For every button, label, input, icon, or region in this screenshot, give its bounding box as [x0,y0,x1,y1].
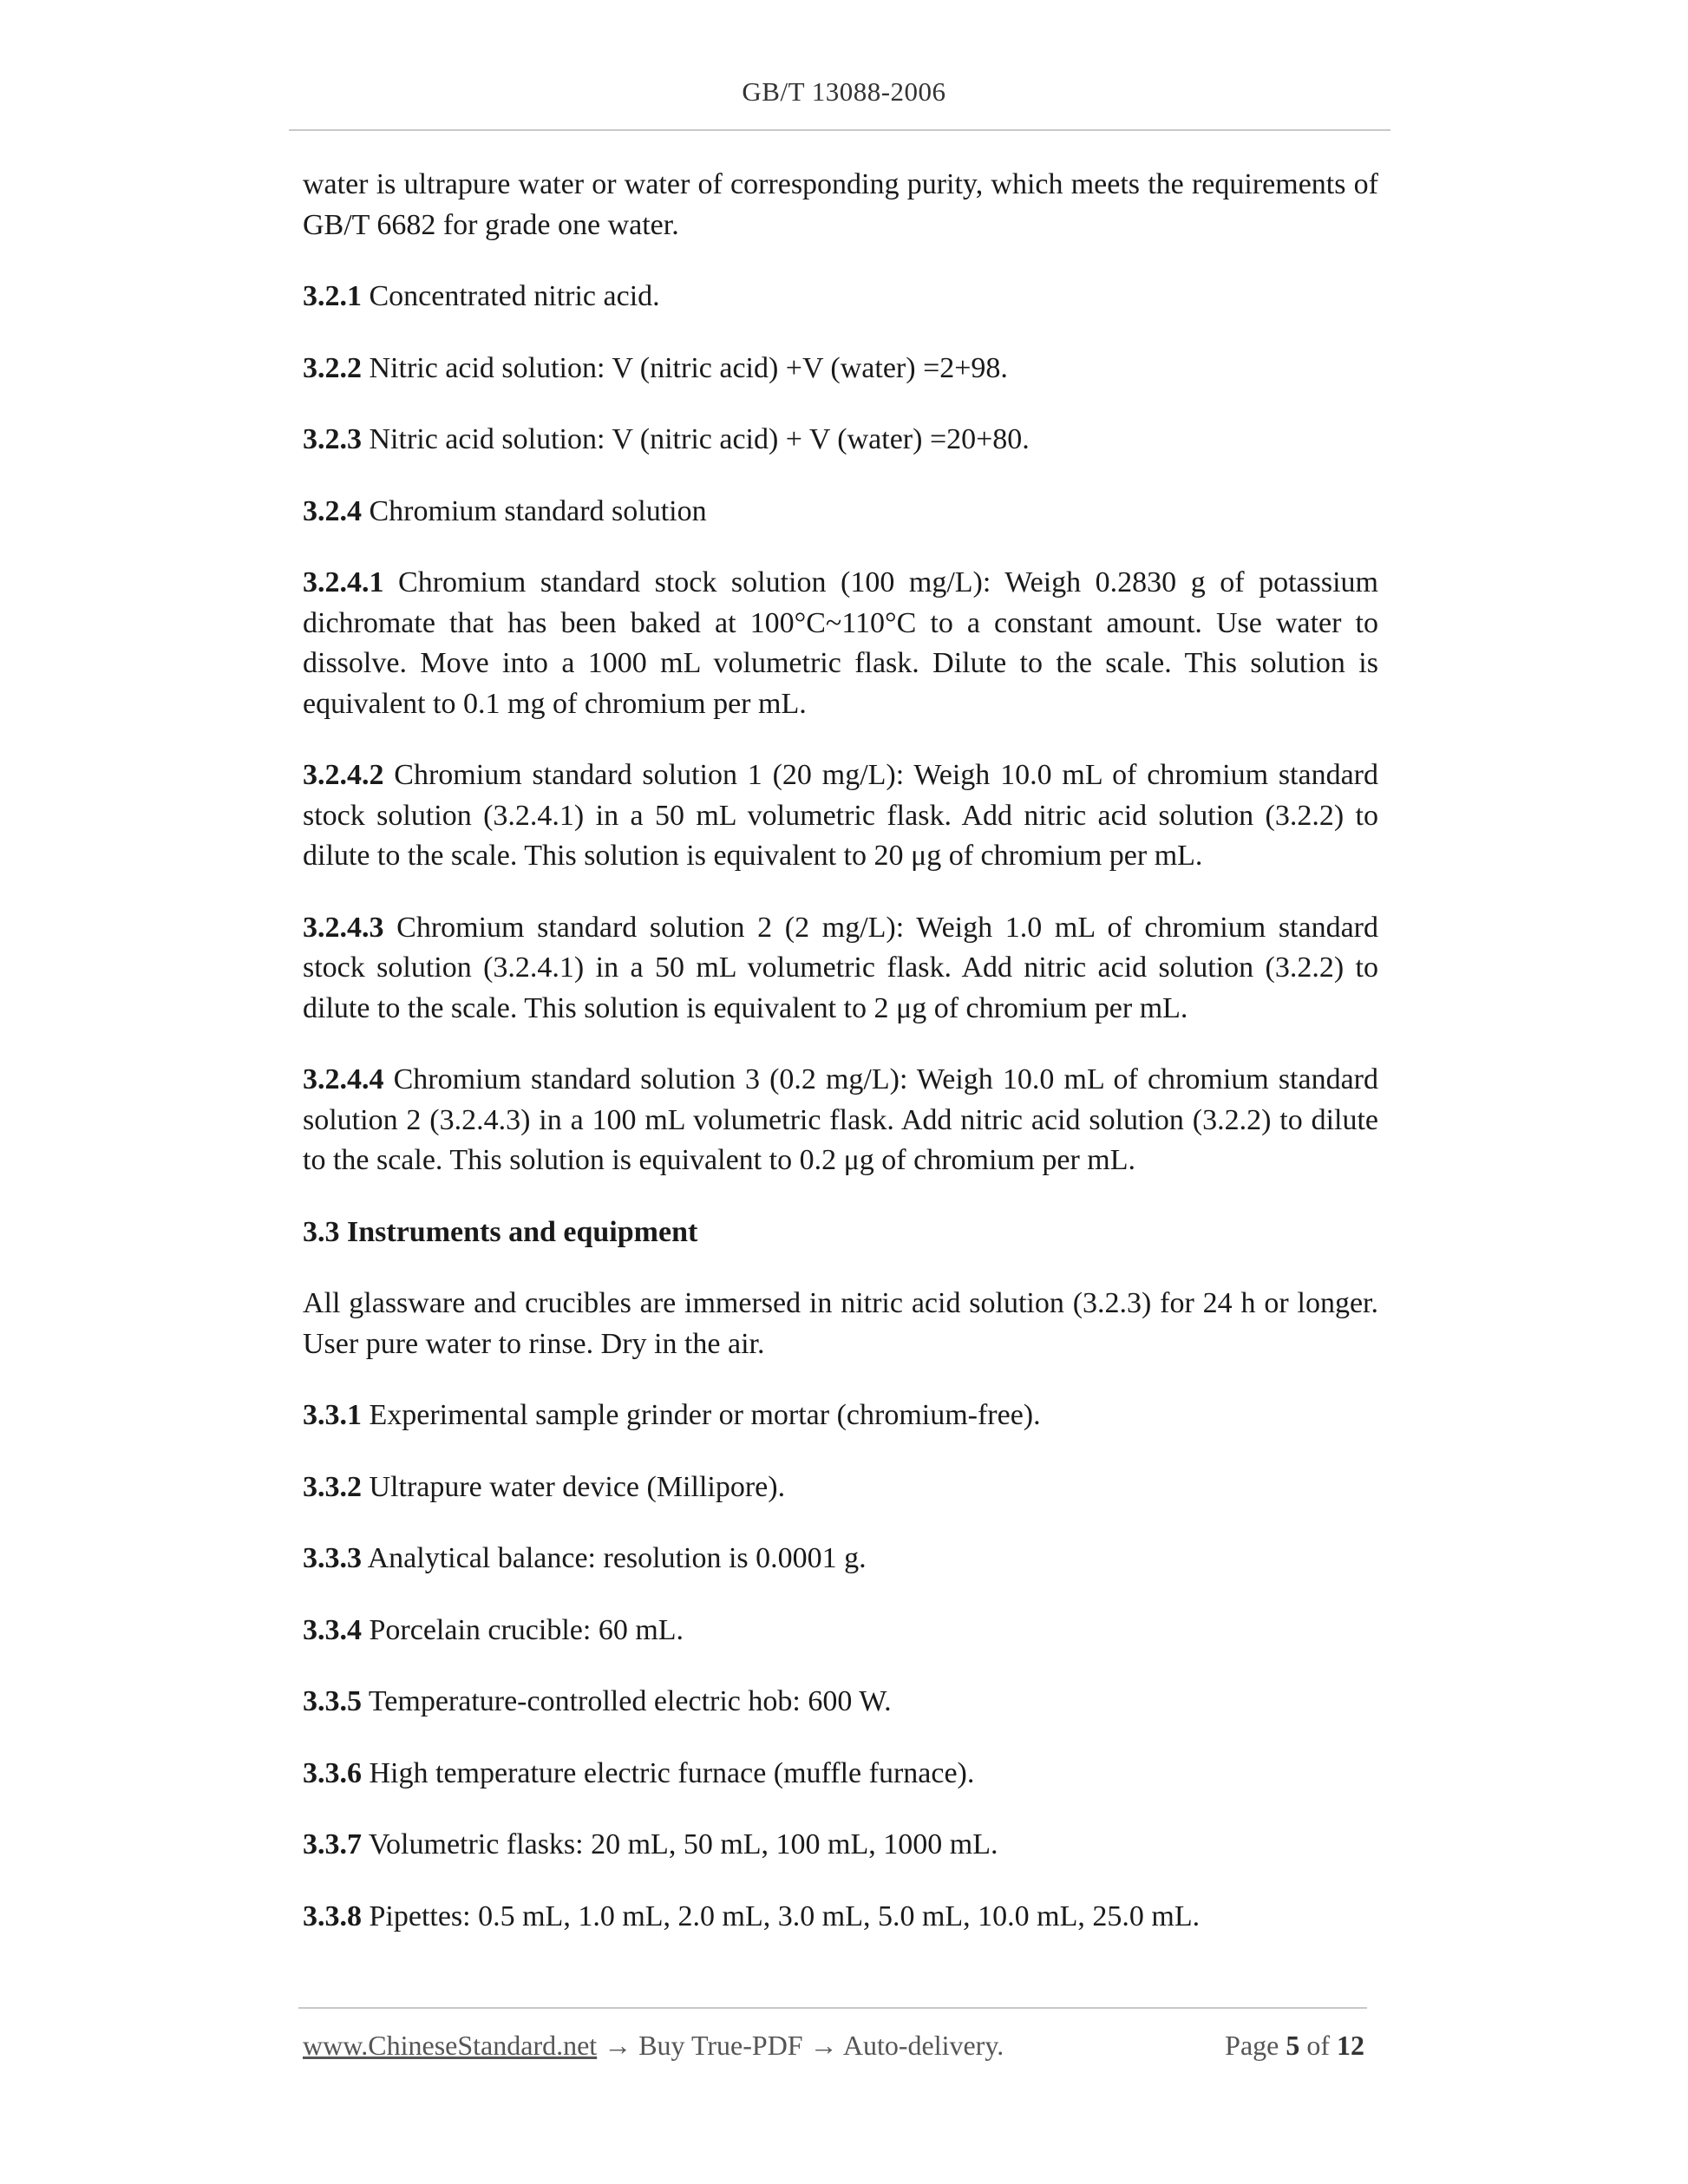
clause-number: 3.2.4.4 [303,1063,384,1095]
clause-3-3-3 [303,1539,1378,1579]
clause-3-3-6 [303,1754,1378,1795]
footer-divider [298,2007,1367,2009]
clause-number: 3.3.2 [303,1470,362,1503]
buy-pdf-link: Buy True-PDF [638,2030,803,2061]
clause-number: 3.2.4.1 [303,566,384,598]
clause-number: 3.2.1 [303,280,362,312]
clause-text: Chromium standard solution 3 (0.2 mg/L): Weigh 10.0 mL of chromium standard solution 2 (3.2.4.3) in a 100 mL volumetric flask. Add nitric acid solution (3.2.2) to dilute to the scale. This solution is equivalent to 0.2 μg of chromium per mL. [303,1063,1378,1176]
arrow-icon: → [802,2030,843,2061]
page-indicator [1225,2030,1364,2062]
clause-text: Temperature-controlled electric hob: 600 W. [362,1685,892,1717]
clause-number: 3.2.2 [303,351,362,384]
clause-3-3-2 [303,1468,1378,1508]
paragraph-water-note [303,165,1378,245]
clause-number: 3.2.4 [303,494,362,527]
paragraph-text: All glassware and crucibles are immersed in nitric acid solution (3.2.3) for 24 h or longer. User pure water to rinse. Dry in the air. [303,1287,1378,1360]
clause-3-2-2 [303,349,1378,389]
clause-number: 3.3.6 [303,1756,362,1789]
clause-3-2-4-3 [303,908,1378,1030]
page-current: 5 [1286,2030,1300,2061]
clause-text: Chromium standard solution 2 (2 mg/L): Weigh 1.0 mL of chromium standard stock solution (3.2.4.1) in a 50 mL volumetric flask. Add nitric acid solution (3.2.2) to dilute to the scale. This solution is equivalent to 2 μg of chromium per mL. [303,911,1378,1024]
clause-text: High temperature electric furnace (muffle furnace). [362,1756,975,1789]
page-label: Page [1225,2030,1279,2061]
footer-links [303,2030,1004,2062]
clause-text: Nitric acid solution: V (nitric acid) + V (water) =20+80. [362,423,1030,455]
paragraph-glassware-note [303,1284,1378,1364]
clause-number: 3.2.3 [303,423,362,455]
clause-3-2-4-2 [303,755,1378,877]
clause-3-3-5 [303,1682,1378,1723]
clause-text: Concentrated nitric acid. [362,280,660,312]
clause-number: 3.3.4 [303,1613,362,1646]
page-of-label: of [1306,2030,1330,2061]
clause-3-2-3 [303,420,1378,461]
clause-text: Chromium standard stock solution (100 mg/L): Weigh 0.2830 g of potassium dichromate that has been baked at 100°C~110°C to a constant amount. Use water to dissolve. Move into a 1000 mL volumetric flask. Dilute to the scale. This solution is equivalent to 0.1 mg of chromium per mL. [303,566,1378,720]
clause-3-3-8 [303,1897,1378,1938]
paragraph-text: water is ultrapure water or water of corresponding purity, which meets the requirements of GB/T 6682 for grade one water. [303,168,1378,241]
site-link[interactable]: www.ChineseStandard.net [303,2030,598,2061]
clause-3-2-4-4 [303,1060,1378,1181]
clause-text: Volumetric flasks: 20 mL, 50 mL, 100 mL, 1000 mL. [362,1828,998,1860]
clause-3-2-4 [303,492,1378,533]
section-heading-text: 3.3 Instruments and equipment [303,1215,698,1248]
arrow-icon: → [597,2030,639,2061]
clause-text: Analytical balance: resolution is 0.0001 g. [362,1542,867,1574]
document-body [303,165,1378,1968]
clause-number: 3.3.3 [303,1542,362,1574]
clause-number: 3.2.4.3 [303,911,384,944]
clause-text: Porcelain crucible: 60 mL. [362,1613,684,1646]
clause-3-2-4-1 [303,563,1378,724]
clause-number: 3.3.1 [303,1399,362,1431]
clause-3-2-1 [303,277,1378,317]
clause-text: Pipettes: 0.5 mL, 1.0 mL, 2.0 mL, 3.0 mL, 5.0 mL, 10.0 mL, 25.0 mL. [362,1900,1201,1932]
header-divider [289,129,1390,131]
clause-text: Ultrapure water device (Millipore). [362,1470,786,1503]
clause-text: Chromium standard solution 1 (20 mg/L): Weigh 10.0 mL of chromium standard stock solution (3.2.4.1) in a 50 mL volumetric flask. Add nitric acid solution (3.2.2) to dilute to the scale. This solution is equivalent to 20 μg of chromium per mL. [303,759,1378,872]
page-total: 12 [1337,2030,1364,2061]
clause-text: Chromium standard solution [362,494,707,527]
clause-3-3-7 [303,1825,1378,1866]
clause-number: 3.3.7 [303,1828,362,1860]
clause-text: Nitric acid solution: V (nitric acid) +V (water) =2+98. [362,351,1008,384]
clause-3-3-4 [303,1611,1378,1651]
clause-number: 3.3.5 [303,1685,362,1717]
clause-text: Experimental sample grinder or mortar (chromium-free). [362,1399,1041,1431]
auto-delivery-text: Auto-delivery. [842,2030,1004,2061]
clause-number: 3.2.4.2 [303,759,384,791]
section-heading-3-3 [303,1213,1378,1253]
clause-number: 3.3.8 [303,1900,362,1932]
document-header-code: GB/T 13088-2006 [742,76,946,107]
clause-3-3-1 [303,1396,1378,1436]
